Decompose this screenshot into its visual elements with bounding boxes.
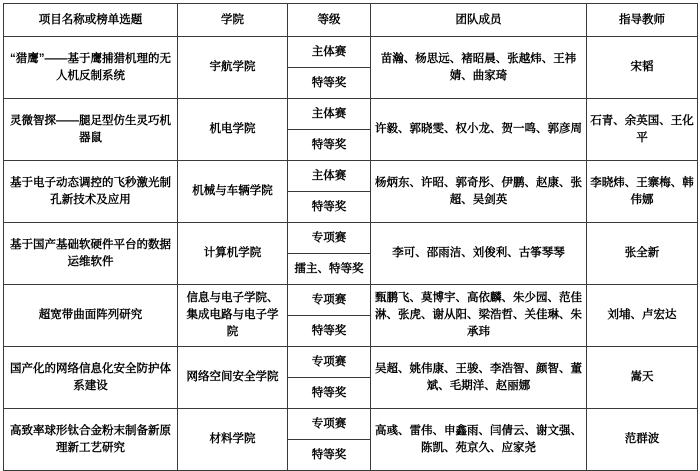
project-level-track: 专项赛 bbox=[288, 223, 371, 254]
table-row bbox=[4, 37, 698, 68]
award-table bbox=[3, 3, 698, 471]
column-header-members: 团队成员 bbox=[371, 4, 587, 37]
project-teachers: 张全新 bbox=[587, 223, 698, 285]
project-teachers: 石青、余英国、王化平 bbox=[587, 99, 698, 161]
project-title: 基于电子动态调控的飞秒激光制孔新技术及应用 bbox=[4, 161, 178, 223]
project-college: 材料学院 bbox=[178, 409, 288, 471]
table-row bbox=[4, 99, 698, 130]
project-title: 灵微智探——腿足型仿生灵巧机器鼠 bbox=[4, 99, 178, 161]
project-college: 机械与车辆学院 bbox=[178, 161, 288, 223]
project-level-track: 主体赛 bbox=[288, 37, 371, 68]
project-level-award: 特等奖 bbox=[288, 378, 371, 409]
project-level-track: 专项赛 bbox=[288, 347, 371, 378]
column-header-teachers: 指导教师 bbox=[587, 4, 698, 37]
table-row bbox=[4, 285, 698, 316]
table-header bbox=[4, 4, 698, 37]
project-level-award: 特等奖 bbox=[288, 316, 371, 347]
project-level-track: 专项赛 bbox=[288, 285, 371, 316]
project-teachers: 刘埔、卢宏达 bbox=[587, 285, 698, 347]
project-college: 机电学院 bbox=[178, 99, 288, 161]
table-row bbox=[4, 347, 698, 378]
project-members: 李可、邵雨洁、刘俊利、古筝琴琴 bbox=[371, 223, 587, 285]
project-members: 苗瀚、杨思远、褚昭晨、张越炜、王祎婧、曲家琦 bbox=[371, 37, 587, 99]
project-members: 吴超、姚伟康、王骏、李浩智、颜智、董斌、毛期洋、赵丽娜 bbox=[371, 347, 587, 409]
project-title: 超宽带曲面阵列研究 bbox=[4, 285, 178, 347]
project-college: 计算机学院 bbox=[178, 223, 288, 285]
project-level-track: 主体赛 bbox=[288, 99, 371, 130]
project-title: 国产化的网络信息化安全防护体系建设 bbox=[4, 347, 178, 409]
project-college: 宇航学院 bbox=[178, 37, 288, 99]
table-row bbox=[4, 161, 698, 192]
project-members: 甄鹏飞、莫博宇、高依麟、朱少园、范佳淋、张虎、谢从阳、梁浩哲、关佳琳、朱承玮 bbox=[371, 285, 587, 347]
project-level-track: 主体赛 bbox=[288, 161, 371, 192]
column-header-title: 项目名称或榜单选题 bbox=[4, 4, 178, 37]
project-teachers: 范群波 bbox=[587, 409, 698, 471]
column-header-college: 学院 bbox=[178, 4, 288, 37]
award-list-sheet bbox=[0, 3, 700, 464]
table-row bbox=[4, 223, 698, 254]
column-header-level: 等级 bbox=[288, 4, 371, 37]
table-row bbox=[4, 409, 698, 440]
project-teachers: 嵩天 bbox=[587, 347, 698, 409]
project-level-award: 特等奖 bbox=[288, 440, 371, 471]
project-level-award: 特等奖 bbox=[288, 68, 371, 99]
project-level-track: 专项赛 bbox=[288, 409, 371, 440]
project-members: 高彧、雷伟、申鑫雨、闫倩云、谢文强、陈凯、苑京久、应家尧 bbox=[371, 409, 587, 471]
table-header-row bbox=[4, 4, 698, 37]
project-college: 信息与电子学院、集成电路与电子学院 bbox=[178, 285, 288, 347]
table-body bbox=[4, 37, 698, 471]
project-title: “猎鹰”——基于鹰捕猎机理的无人机反制系统 bbox=[4, 37, 178, 99]
project-level-award: 特等奖 bbox=[288, 130, 371, 161]
project-members: 杨炳东、许昭、郭奇彤、伊鹏、赵康、张超、吴剑英 bbox=[371, 161, 587, 223]
project-members: 许毅、郭晓雯、权小龙、贺一鸣、郭彦周 bbox=[371, 99, 587, 161]
project-title: 高致率球形钛合金粉末制备新原理新工艺研究 bbox=[4, 409, 178, 471]
project-title: 基于国产基础软硬件平台的数据运维软件 bbox=[4, 223, 178, 285]
project-teachers: 宋韬 bbox=[587, 37, 698, 99]
project-level-award: 特等奖 bbox=[288, 192, 371, 223]
project-teachers: 李晓炜、王寨梅、韩伟娜 bbox=[587, 161, 698, 223]
project-level-award: 擂主、特等奖 bbox=[288, 254, 371, 285]
project-college: 网络空间安全学院 bbox=[178, 347, 288, 409]
